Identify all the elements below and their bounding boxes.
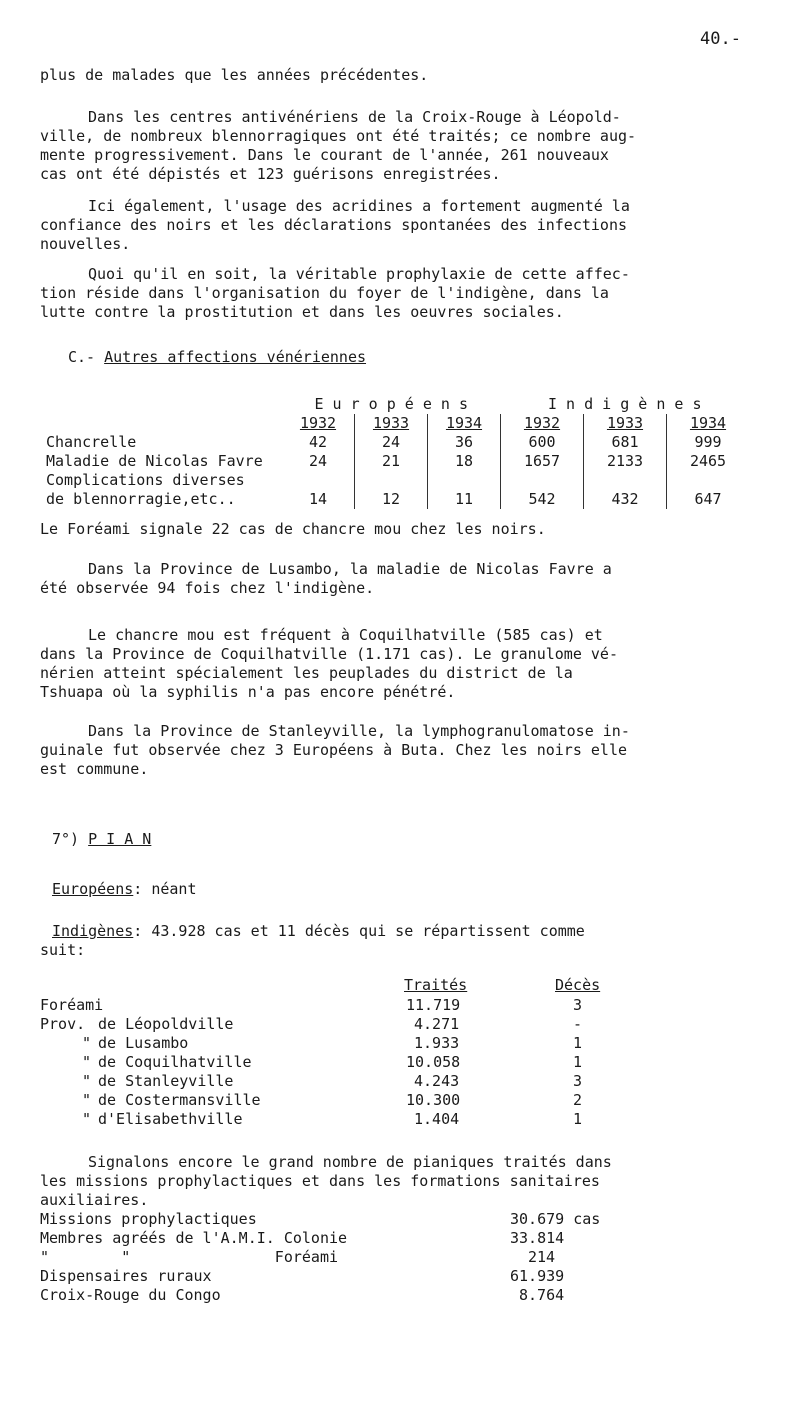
paragraph-prophylaxie (40, 265, 760, 322)
table-cell: 42 (308, 433, 328, 451)
table-cell: 681 (584, 433, 667, 452)
table-row (40, 433, 749, 452)
europeens-label: Européens (52, 880, 134, 898)
text-line: nouvelles. (40, 235, 131, 253)
affections-table (40, 395, 749, 509)
list-item-label: Missions prophylactiques (40, 1210, 257, 1228)
text-line: Signalons encore le grand nombre de pianiques traités dans (88, 1153, 612, 1171)
pian-europeens (52, 880, 197, 899)
deces-cell: 1 (573, 1110, 583, 1128)
list-item-label: Dispensaires ruraux (40, 1267, 212, 1285)
section-pian-heading (52, 830, 151, 849)
text-line: est commune. (40, 760, 149, 778)
list-item-label: Membres agréés de l'A.M.I. Colonie (40, 1229, 348, 1247)
text-line: Dans les centres antivénériens de la Croix-Rouge à Léopold- (88, 108, 621, 126)
row-label: Complications diverses (46, 471, 245, 489)
paragraph-signalons (40, 1153, 760, 1210)
table-cell: 432 (584, 490, 667, 509)
text-line: mente progressivement. Dans le courant de l'année, 261 nouveaux (40, 146, 609, 164)
list-item-label: " " Foréami (40, 1248, 339, 1266)
list-item-value: 61.939 (510, 1267, 565, 1285)
text-line: cas ont été dépistés et 123 guérisons enregistrées. (40, 165, 501, 183)
row-ditto: " (82, 1091, 92, 1109)
table-years-header (40, 414, 749, 433)
table-cell: 18 (428, 452, 501, 471)
col-header-traites: Traités (404, 976, 468, 994)
table-cell: 24 (355, 433, 428, 452)
text-line: Le chancre mou est fréquent à Coquilhatville (585 cas) et (88, 626, 603, 644)
table-cell: 11 (428, 490, 501, 509)
text-line: Tshuapa où la syphilis n'a pas encore pénétré. (40, 683, 456, 701)
list-item-value: 214 (528, 1248, 556, 1266)
row-ditto: Prov. (40, 1015, 86, 1033)
paragraph-lusambo (40, 560, 760, 598)
section-c-heading (68, 348, 366, 367)
deces-cell: 3 (573, 1072, 583, 1090)
text-line: dans la Province de Coquilhatville (1.171 cas). Le granulome vé- (40, 645, 618, 663)
text-line: été observée 94 fois chez l'indigène. (40, 579, 375, 597)
year-cell: 1932 (299, 414, 337, 432)
traites-cell: 1.933 (414, 1034, 460, 1052)
col-header-deces: Décès (555, 976, 601, 994)
paragraph-stanleyville (40, 722, 760, 779)
text-line: Dans la Province de Stanleyville, la lymphogranulomatose in- (88, 722, 630, 740)
row-label: Chancrelle (46, 433, 137, 451)
table-cell: 36 (428, 433, 501, 452)
pian-indigenes (52, 922, 585, 941)
row-ditto: " (82, 1053, 92, 1071)
list-item-value: 33.814 (510, 1229, 565, 1247)
table-cell: 647 (667, 490, 750, 509)
list-item-label: Croix-Rouge du Congo (40, 1286, 221, 1304)
table-cell: 999 (667, 433, 750, 452)
paragraph-leopoldville (40, 108, 760, 184)
intro-line: plus de malades que les années précédentes. (40, 66, 429, 84)
traites-cell: 4.271 (414, 1015, 460, 1033)
traites-cell: 11.719 (406, 996, 461, 1014)
row-label: de Lusambo (98, 1034, 189, 1052)
table-cell: 2465 (667, 452, 750, 471)
section-pian-number: 7°) (52, 830, 89, 848)
row-ditto: " (82, 1072, 92, 1090)
section-pian-title: P I A N (88, 830, 152, 848)
list-item-value: 30.679 cas (510, 1210, 601, 1228)
table-cell: 21 (355, 452, 428, 471)
europeens-value: : néant (133, 880, 197, 898)
foreami-chancre-line: Le Foréami signale 22 cas de chancre mou chez les noirs. (40, 520, 546, 538)
paragraph-coquilhatville (40, 626, 760, 702)
row-label: Maladie de Nicolas Favre (46, 452, 263, 470)
row-ditto: " (82, 1034, 92, 1052)
traites-cell: 10.300 (406, 1091, 461, 1109)
deces-cell: 1 (573, 1034, 583, 1052)
deces-cell: 2 (573, 1091, 583, 1109)
deces-cell: 3 (573, 996, 583, 1014)
row-label: de Stanleyville (98, 1072, 234, 1090)
row-label: d'Elisabethville (98, 1110, 243, 1128)
page-number: 40.- (700, 29, 741, 49)
row-label: de Léopoldville (98, 1015, 234, 1033)
table-cell: 24 (308, 452, 328, 470)
table-row (40, 452, 749, 471)
row-label: Foréami (40, 996, 104, 1014)
row-label: de Coquilhatville (98, 1053, 252, 1071)
year-cell: 1934 (428, 414, 501, 433)
text-line: Dans la Province de Lusambo, la maladie de Nicolas Favre a (88, 560, 612, 578)
table-row (40, 490, 749, 509)
table-cell: 14 (308, 490, 328, 508)
text-line: tion réside dans l'organisation du foyer de l'indigène, dans la (40, 284, 609, 302)
year-cell: 1933 (355, 414, 428, 433)
group-europeens: E u r o p é e n s (314, 395, 469, 413)
indigenes-label: Indigènes (52, 922, 134, 940)
traites-cell: 4.243 (414, 1072, 460, 1090)
text-line: auxiliaires. (40, 1191, 149, 1209)
traites-cell: 1.404 (414, 1110, 460, 1128)
table-cell: 600 (501, 433, 584, 452)
year-cell: 1933 (584, 414, 667, 433)
text-line: les missions prophylactiques et dans les formations sanitaires (40, 1172, 600, 1190)
table-cell: 2133 (584, 452, 667, 471)
deces-cell: 1 (573, 1053, 583, 1071)
text-line: nérien atteint spécialement les peuplades du district de la (40, 664, 573, 682)
year-cell: 1934 (667, 414, 750, 433)
indigenes-text: : 43.928 cas et 11 décès qui se répartissent comme (133, 922, 585, 940)
deces-cell: - (573, 1015, 583, 1033)
table-cell: 542 (501, 490, 584, 509)
group-indigenes: I n d i g è n e s (547, 395, 702, 413)
row-ditto: " (82, 1110, 92, 1128)
text-line: lutte contre la prostitution et dans les oeuvres sociales. (40, 303, 564, 321)
row-label: de blennorragie,etc.. (46, 490, 236, 508)
section-c-title: Autres affections vénériennes (104, 348, 367, 366)
text-line: ville, de nombreux blennorragiques ont été traités; ce nombre aug- (40, 127, 637, 145)
text-line: guinale fut observée chez 3 Européens à Buta. Chez les noirs elle (40, 741, 627, 759)
section-c-prefix: C.- (68, 348, 105, 366)
traites-cell: 10.058 (406, 1053, 461, 1071)
table-row (40, 471, 749, 490)
table-cell: 1657 (501, 452, 584, 471)
text-line: Quoi qu'il en soit, la véritable prophylaxie de cette affec- (88, 265, 630, 283)
text-line: Ici également, l'usage des acridines a fortement augmenté la (88, 197, 630, 215)
paragraph-acridines (40, 197, 760, 254)
row-label: de Costermansville (98, 1091, 261, 1109)
table-cell: 12 (355, 490, 428, 509)
table-group-header (40, 395, 749, 414)
year-cell: 1932 (501, 414, 584, 433)
list-item-value: 8.764 (519, 1286, 565, 1304)
indigenes-text-continued: suit: (40, 941, 86, 959)
text-line: confiance des noirs et les déclarations spontanées des infections (40, 216, 627, 234)
